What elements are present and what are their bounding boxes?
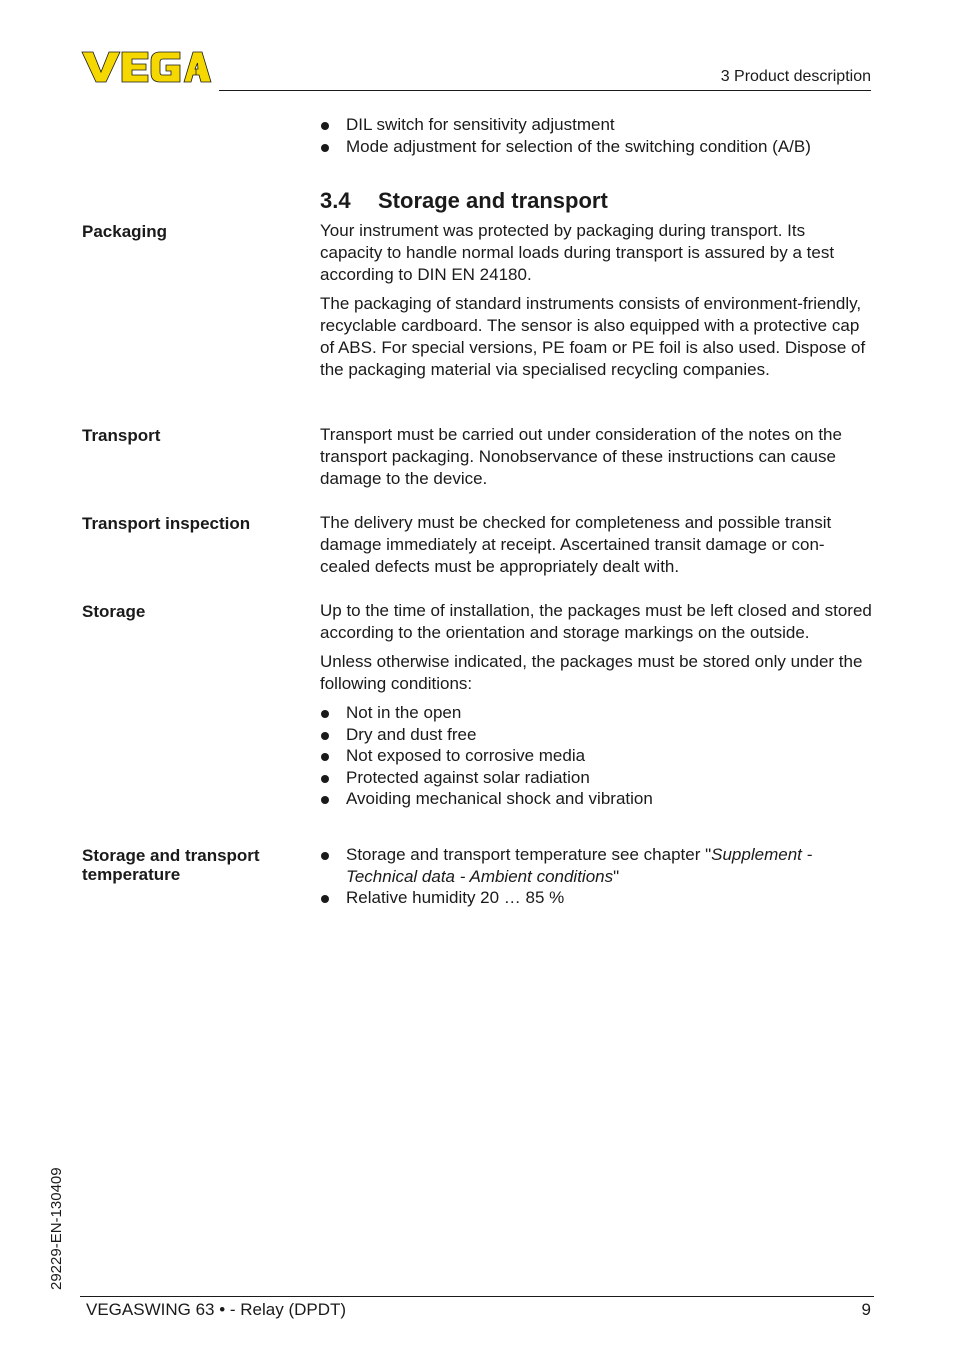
list-item: Dry and dust free <box>320 724 872 746</box>
transport-inspection-text <box>320 512 872 585</box>
paragraph: The packaging of standard instruments consists of environment-friendly, recyclable cardboard. The sensor is also equipped with a protective cap of ABS. For special versions, PE foam or PE foil is also used. Dispose of the packaging material via specialised recycling companies. <box>320 294 866 379</box>
temperature-label-line2: temperature <box>82 865 181 884</box>
header-section-title: 3 Product description <box>720 68 871 85</box>
header-divider <box>219 90 871 91</box>
chapter-reference: Supplement - Technical data - Ambient conditions <box>346 845 813 886</box>
page-number: 9 <box>861 1300 871 1319</box>
temperature-list <box>320 844 872 909</box>
temperature-label <box>82 846 302 884</box>
footer-divider <box>80 1296 874 1297</box>
list-item: Not in the open <box>320 702 872 724</box>
list-item: Avoiding mechanical shock and vibration <box>320 788 872 810</box>
list-item: Protected against solar radiation <box>320 767 872 789</box>
list-item: DIL switch for sensitivity adjustment <box>320 114 872 136</box>
section-number: 3.4 <box>320 188 351 213</box>
paragraph: Up to the time of installation, the packages must be left closed and stored according to the orientation and storage markings on the outside. <box>320 601 872 642</box>
document-code: 29229-EN-130409 <box>48 1167 65 1290</box>
list-item: Relative humidity 20 … 85 % <box>320 887 872 909</box>
bullet-text: " <box>613 866 620 886</box>
transport-inspection-label: Transport inspection <box>82 514 251 533</box>
footer-product: VEGASWING 63 • - Relay (DPDT) <box>86 1300 347 1319</box>
section-title: Storage and transport <box>378 188 608 213</box>
list-item <box>320 844 872 887</box>
storage-text <box>320 600 872 810</box>
intro-bullet-list <box>320 114 872 157</box>
temperature-text <box>320 844 872 909</box>
temperature-label-line1: Storage and transport <box>82 846 260 865</box>
bullet-text: Storage and transport temperature see chapter " <box>346 845 712 864</box>
list-item: Mode adjustment for selection of the switching condition (A/B) <box>320 136 872 158</box>
paragraph: Your instrument was protected by packaging during transport. Its capacity to handle normal loads during transport is assured by a test according to DIN EN 24180. <box>320 221 835 284</box>
paragraph: The delivery must be checked for completeness and possible transit damage immediately at receipt. Ascertained transit damage or con-cealed defects must be appropriately dealt with. <box>320 513 832 576</box>
vega-logo <box>80 50 212 84</box>
transport-label: Transport <box>82 426 161 445</box>
storage-conditions-list <box>320 702 872 810</box>
paragraph: Unless otherwise indicated, the packages must be stored only under the following conditions: <box>320 652 863 693</box>
section-heading <box>320 188 608 214</box>
paragraph: Transport must be carried out under consideration of the notes on the transport packaging. Nonobservance of these instructions can cause damage to the device. <box>320 425 842 488</box>
packaging-text <box>320 220 872 388</box>
list-item: Not exposed to corrosive media <box>320 745 872 767</box>
packaging-label: Packaging <box>82 222 168 241</box>
intro-list-container <box>320 114 872 157</box>
storage-label: Storage <box>82 602 146 621</box>
transport-text <box>320 424 872 497</box>
